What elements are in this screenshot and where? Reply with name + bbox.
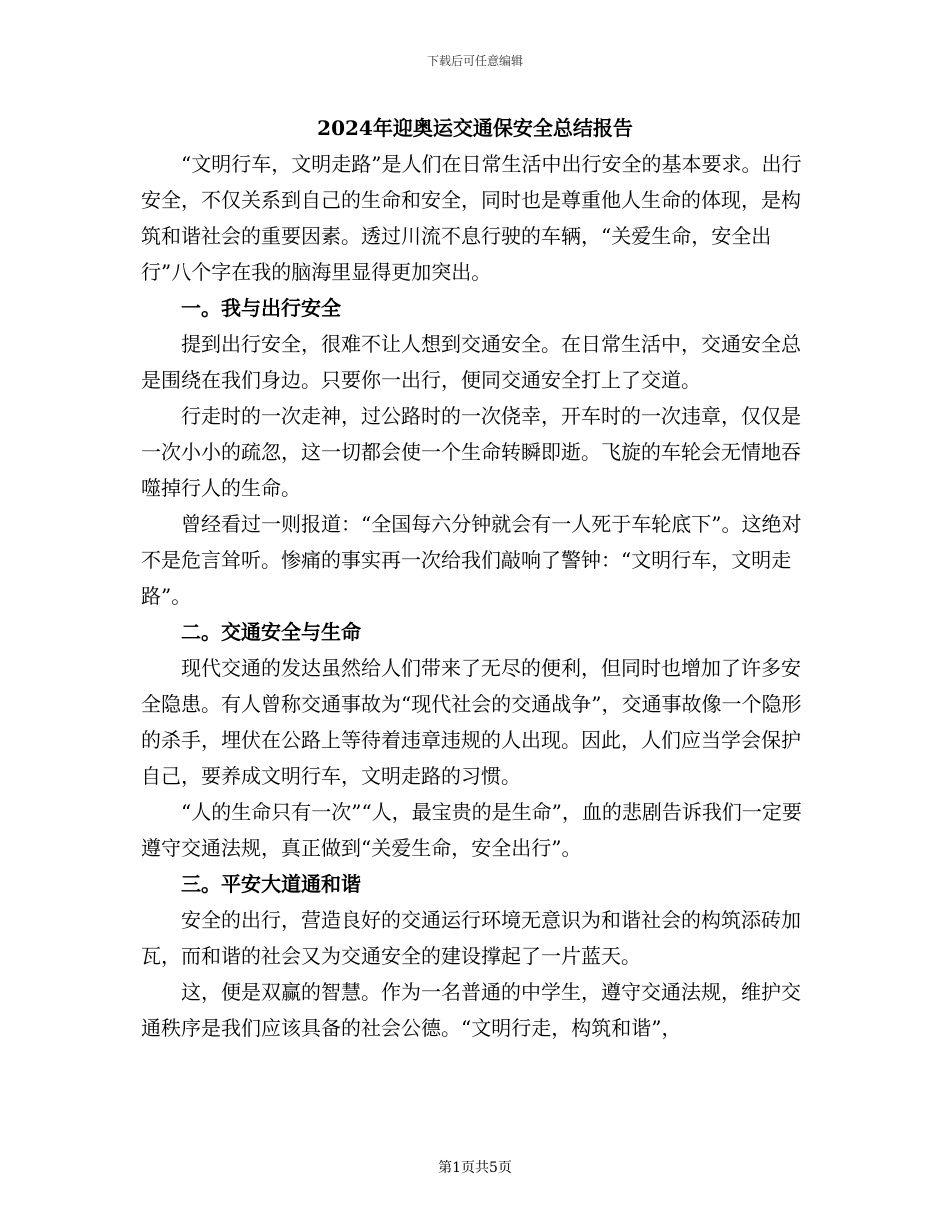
paragraph: 曾经看过一则报道：“全国每六分钟就会有一人死于车轮底下”。这绝对不是危言耸听。惨痛的事实再一次给我们敲响了警钟：“文明行车，文明走路”。 <box>141 512 802 608</box>
paragraph: 行走时的一次走神，过公路时的一次侥幸，开车时的一次违章，仅仅是一次小小的疏忽，这一切都会使一个生命转瞬即逝。飞旋的车轮会无情地吞噬掉行人的生命。 <box>141 404 801 500</box>
page-header-note: 下载后可任意编辑 <box>426 54 523 68</box>
document-title: 2024年迎奥运交通保安全总结报告 <box>317 116 633 140</box>
document-page <box>141 112 809 1046</box>
paragraph: 安全的出行，营造良好的交通运行环境无意识为和谐社会的构筑添砖加瓦，而和谐的社会又为交通安全的建设撑起了一片蓝天。 <box>141 908 801 968</box>
paragraph: 现代交通的发达虽然给人们带来了无尽的便利，但同时也增加了许多安全隐患。有人曾称交通事故为“现代社会的交通战争”，交通事故像一个隐形的杀手，埋伏在公路上等待着违章违规的人出现。因此，人们应当学会保护自己，要养成文明行车，文明走路的习惯。 <box>141 656 802 788</box>
page-number: 第1页共5页 <box>438 1160 512 1176</box>
section-heading: 三。平安大道通和谐 <box>181 872 361 896</box>
paragraph: “文明行车，文明走路”是人们在日常生活中出行安全的基本要求。出行安全，不仅关系到自己的生命和安全，同时也是尊重他人生命的体现，是构筑和谐社会的重要因素。透过川流不息行驶的车辆，“关爱生命，安全出行”八个字在我的脑海里显得更加突出。 <box>141 152 802 284</box>
paragraph: 这，便是双赢的智慧。作为一名普通的中学生，遵守交通法规，维护交通秩序是我们应该具备的社会公德。“文明行走，构筑和谐”， <box>141 980 801 1040</box>
section-heading: 二。交通安全与生命 <box>181 620 361 644</box>
section-heading: 一。我与出行安全 <box>181 296 341 320</box>
paragraph: 提到出行安全，很难不让人想到交通安全。在日常生活中，交通安全总是围绕在我们身边。只要你一出行，便同交通安全打上了交道。 <box>141 332 801 392</box>
paragraph: “人的生命只有一次”“人，最宝贵的是生命”，血的悲剧告诉我们一定要遵守交通法规，真正做到“关爱生命，安全出行”。 <box>141 800 802 860</box>
